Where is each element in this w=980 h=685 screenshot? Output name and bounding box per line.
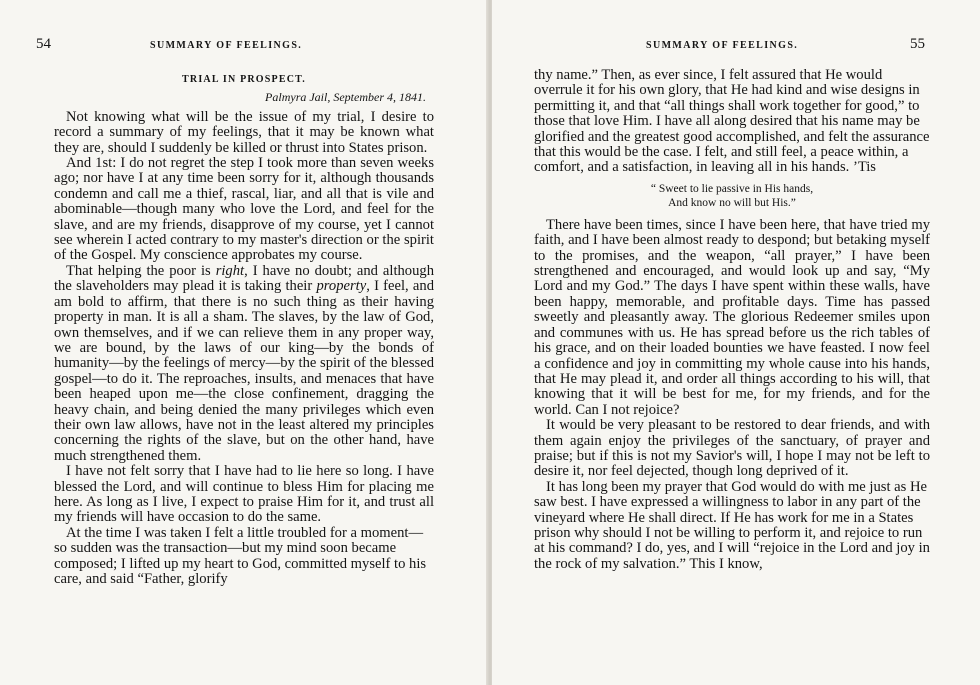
text-run: , I feel, and am bold to affirm, that there is no such thing as their having property in man. It is all a sham. The slaves, by the law of God, own themselves, and if we can relieve them in any proper way, we are bound, by the laws of our king—by the bonds of humanity—by the feelings of mercy—by the spirit of the blessed gospel—to do it. The reproaches, insults, and menaces that have been heaped upon me—the close confinement, dragging the heavy chain, and being denied the many privileges which even their own law allows, have not in the least altered my principles concerning the rights of the slave, but on the other hand, have much strengthened them. bbox=[54, 278, 434, 464]
left-page-number: 54 bbox=[36, 36, 51, 52]
paragraph: And 1st: I do not regret the step I took more than seven weeks ago; nor have I at any time been sorry for it, although thousands condemn and call me a thief, rascal, liar, and all that is vile and abominable—though many who love the Lord, and feel for the slave, and are my friends, disapprove of my course, yet I cannot see wherein I acted contrary to my master's direction or the spirit of the Gospel. My conscience approbates my course. bbox=[54, 155, 434, 264]
verse-line: And know no will but His.” bbox=[668, 196, 796, 209]
paragraph: It has long been my prayer that God would do with me just as He saw best. I have expressed a willingness to labor in any part of the vineyard where He shall direct. If He has work for me in a States prison why should I not be willing to perform it, and rejoice to run at his command? I do, yes, and I will “rejoice in the Lord and joy in the rock of my salvation.” This I know, bbox=[534, 478, 930, 572]
text-run: That helping the poor is bbox=[66, 262, 216, 279]
paragraph bbox=[54, 264, 434, 464]
right-running-head: SUMMARY OF FEELINGS. bbox=[646, 40, 799, 51]
left-page bbox=[0, 0, 488, 685]
paragraph: Not knowing what will be the issue of my trial, I desire to record a summary of my feelings, that it may be known what they are, should I suddenly be killed or thrust into States prison. bbox=[54, 108, 434, 156]
verse-line: “ Sweet to lie passive in His hands, bbox=[650, 182, 814, 195]
right-page-body bbox=[534, 68, 930, 572]
paragraph: thy name.” Then, as ever since, I felt assured that He would overrule it for his own glory, that He had kind and wise designs in permitting it, and that “all things shall work together for good,” to those that love Him. I have all along desired that his name may be glorified and the greatest good accomplished, and felt the assurance that this would be the case. I felt, and still feel, a peace within, a comfort, and a satisfaction, in leaving all in his hands. ’Tis bbox=[534, 67, 930, 176]
text-run: , I have no doubt; and although the slaveholders may plead it is taking their bbox=[54, 262, 434, 295]
paragraph: It would be very pleasant to be restored to dear friends, and with them again enjoy the privileges of the sanctuary, of prayer and praise; but if this is not my Savior's will, I hope I may not be left to desire it, nor feel dejected, though long deprived of it. bbox=[534, 417, 930, 480]
left-running-head: SUMMARY OF FEELINGS. bbox=[150, 40, 303, 51]
left-page-body bbox=[54, 72, 434, 587]
right-page bbox=[492, 0, 980, 685]
paragraph: At the time I was taken I felt a little troubled for a moment—so sudden was the transaction—but my mind soon became composed; I lifted up my heart to God, committed myself to his care, and said “Father, glorify bbox=[54, 524, 427, 587]
dateline: Palmyra Jail, September 4, 1841. bbox=[265, 90, 426, 105]
verse-quote bbox=[534, 182, 930, 210]
italic-word: right bbox=[215, 262, 245, 279]
paragraph: I have not felt sorry that I have had to lie here so long. I have blessed the Lord, and will continue to bless Him for placing me here. As long as I live, I expect to praise Him for it, and trust all my friends will have occasion to do the same. bbox=[54, 463, 434, 526]
paragraph: There have been times, since I have been here, that have tried my faith, and I have been almost ready to despond; but betaking myself to the promises, and the weapon, “all prayer,” I have been strengthened and encouraged, and would look up and say, “My Lord and my God.” The days I have spent within these walls, have been happy, memorable, and profitable days. Time has passed sweetly and pleasantly away. The glorious Redeemer smiles upon and communes with us. He has spread before us the rich tables of his grace, and on their loaded bounties we have feasted. I now feel a confidence and joy in committing my whole cause into his hands, that He may plead it, and order all things according to his will, that knowing that it will be best for me, for my friends, and for the world. Can I not rejoice? bbox=[534, 216, 930, 418]
right-page-number: 55 bbox=[910, 36, 925, 52]
italic-word: property bbox=[316, 278, 367, 295]
section-title: TRIAL IN PROSPECT. bbox=[182, 74, 306, 85]
